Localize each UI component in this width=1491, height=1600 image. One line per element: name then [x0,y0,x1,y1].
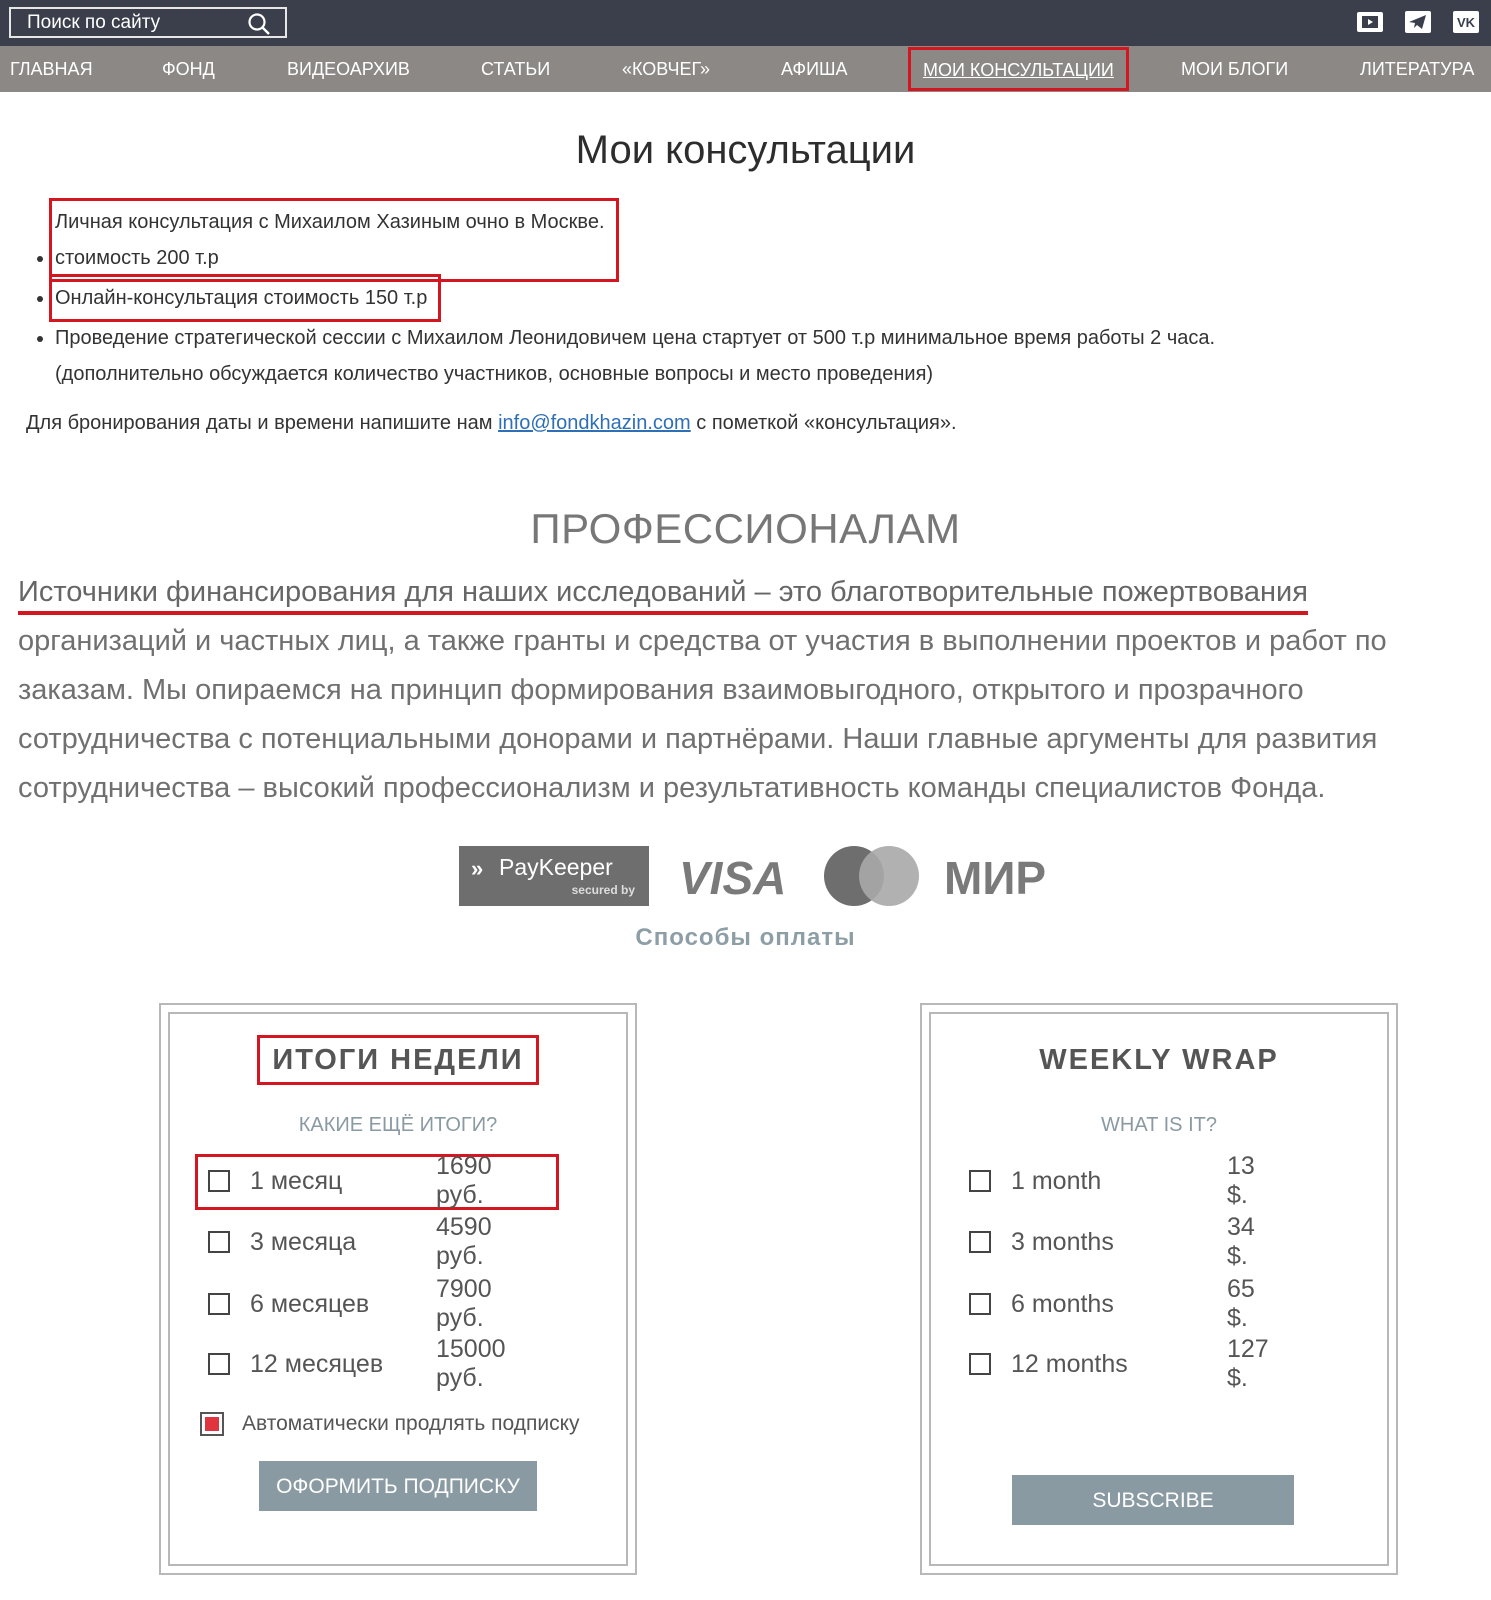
option-price: 1690 руб. [436,1152,492,1209]
option-row[interactable] [969,1213,1255,1270]
option-price: 34 $. [1227,1213,1255,1270]
auto-renew-label: Автоматически продлять подписку [242,1412,580,1435]
subscription-card-en [920,1003,1398,1575]
nav-item-home[interactable]: ГЛАВНАЯ [10,59,93,79]
professionals-heading: ПРОФЕССИОНАЛАМ [530,505,961,552]
page-title: Мои консультации [575,128,916,172]
highlight-box [55,204,613,276]
option-period: 6 месяцев [250,1289,370,1318]
consultation-list [30,204,1455,396]
option-row[interactable] [208,1335,506,1392]
consultation-strategic: Проведение стратегической сессии с Михаилом Леонидовичем цена стартует от 500 т.р минимальное время работы 2 часа. [55,327,1216,349]
card-frame [168,1012,628,1566]
option-price: 15000 руб. [436,1335,506,1392]
svg-text:VK: VK [1456,15,1476,30]
consultation-online: Онлайн-консультация стоимость 150 т.р [55,280,435,316]
booking-prefix: Для бронирования даты и времени напишите нам [26,412,493,434]
nav-item-fund[interactable]: ФОНД [162,59,215,79]
subscribe-button-en[interactable]: SUBSCRIBE [1012,1475,1294,1525]
option-period: 3 months [1011,1227,1114,1256]
option-checkbox[interactable] [969,1293,991,1315]
visa-logo: VISA [679,852,787,904]
card-frame [929,1012,1389,1566]
nav-item-articles[interactable]: СТАТЬИ [481,59,551,79]
option-row[interactable] [969,1275,1255,1332]
option-period: 1 месяц [250,1166,343,1195]
telegram-icon[interactable] [1403,8,1433,36]
paykeeper-label: PayKeeper [499,854,613,880]
option-price: 65 $. [1227,1275,1255,1332]
booking-note [26,412,957,435]
mir-logo: МИР [944,852,1047,904]
option-row[interactable] [208,1152,492,1209]
card-subtitle-link[interactable]: КАКИЕ ЕЩЁ ИТОГИ? [298,1114,498,1136]
option-row[interactable] [208,1213,492,1270]
top-bar [0,0,1491,46]
professionals-text [18,568,1478,813]
auto-renew-checkbox[interactable] [200,1412,224,1436]
youtube-icon[interactable] [1355,8,1385,36]
nav-item-my-blogs[interactable]: МОИ БЛОГИ [1181,59,1289,79]
booking-email-link[interactable]: info@fondkhazin.com [498,412,691,434]
option-checkbox[interactable] [208,1231,230,1253]
payment-caption: Способы оплаты [635,924,856,951]
option-row[interactable] [208,1275,492,1332]
consultation-strategic-note: (дополнительно обсуждается количество участников, основные вопросы и место проведения) [55,363,934,385]
nav-item-video-archive[interactable]: ВИДЕОАРХИВ [287,59,410,79]
option-period: 12 months [1011,1349,1128,1378]
list-item [55,204,1455,276]
paykeeper-sub: secured by [571,883,635,897]
professionals-text-rest: организаций и частных лиц, а также гранты и средства от участия в выполнении проектов и работ по заказам. Мы опираемся на принцип формирования взаимовыгодного, открытого и прозрачного сотрудничества с потенциальными донорами и партнёрами. Наши главные аргументы для развития сотрудничества – высокий профессионализм и результативность команды специалистов Фонда. [18,625,1387,804]
search-input[interactable] [11,11,249,35]
list-item [55,320,1455,392]
professionals-text-first: Источники финансирования для наших исследований – это благотворительные пожертвования [18,576,1308,608]
subscription-card-ru [159,1003,637,1575]
consultation-personal: Личная консультация с Михаилом Хазиным очно в Москве. [55,211,605,233]
nav-item-literature[interactable]: ЛИТЕРАТУРА [1360,59,1475,79]
subscribe-button-ru[interactable]: ОФОРМИТЬ ПОДПИСКУ [259,1461,537,1511]
option-row[interactable] [969,1152,1255,1209]
option-row[interactable] [969,1335,1269,1392]
option-checkbox[interactable] [208,1293,230,1315]
card-subtitle-link[interactable]: WHAT IS IT? [1101,1114,1217,1136]
payment-logos [459,846,1089,908]
option-price: 7900 руб. [436,1275,492,1332]
main-nav [0,46,1491,92]
nav-item-kovcheg[interactable]: «КОВЧЕГ» [622,59,711,79]
nav-item-my-consultations[interactable]: МОИ КОНСУЛЬТАЦИИ [908,47,1129,91]
option-checkbox[interactable] [208,1353,230,1375]
option-checkbox[interactable] [208,1170,230,1192]
option-checkbox[interactable] [969,1353,991,1375]
option-checkbox[interactable] [969,1170,991,1192]
list-item [55,280,1455,316]
option-period: 12 месяцев [250,1349,384,1378]
option-checkbox[interactable] [969,1231,991,1253]
vk-icon[interactable] [1451,8,1481,36]
option-price: 127 $. [1227,1335,1269,1392]
card-title: WEEKLY WRAP [1039,1044,1279,1076]
option-price: 13 $. [1227,1152,1255,1209]
search-box[interactable] [9,7,287,38]
card-title-text: ИТОГИ НЕДЕЛИ [266,1044,529,1076]
paykeeper-logo [459,846,649,906]
option-price: 4590 руб. [436,1213,492,1270]
social-links [1355,8,1481,36]
search-icon[interactable] [247,12,271,41]
svg-text:»: » [471,856,484,881]
option-period: 6 months [1011,1289,1114,1318]
mastercard-logo [824,846,919,906]
card-title [170,1044,626,1077]
booking-suffix: с пометкой «консультация». [696,412,957,434]
consultation-personal-price: стоимость 200 т.р [55,247,219,269]
auto-renew[interactable] [200,1412,580,1436]
nav-item-afisha[interactable]: АФИША [781,59,848,79]
option-period: 3 месяца [250,1227,357,1256]
option-period: 1 month [1011,1166,1102,1195]
